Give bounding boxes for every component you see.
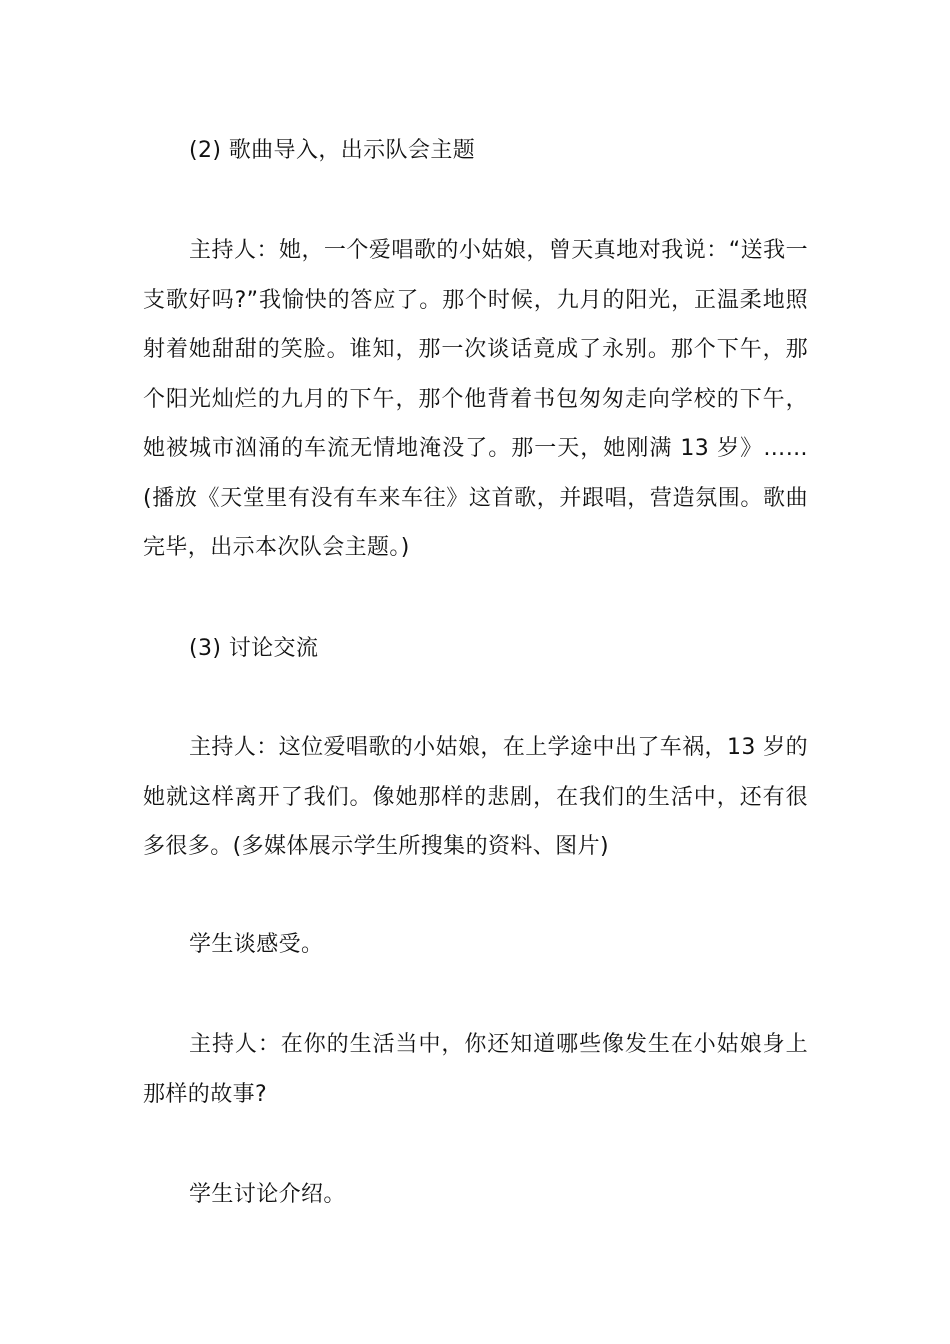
host-speech-paragraph: 主持人：在你的生活当中，你还知道哪些像发生在小姑娘身上那样的故事?	[143, 1032, 808, 1107]
host-speech-paragraph: 主持人：她，一个爱唱歌的小姑娘，曾天真地对我说：“送我一支歌好吗?”我愉快的答应了。那个时候，九月的阳光，正温柔地照射着她甜甜的笑脸。谁知，那一次谈话竟成了永别。那个下午，那个阳光灿烂的九月的下午，那个他背着书包匆匆走向学校的下午，她被城市汹涌的车流无情地淹没了。那一天，她刚满 13 岁》……(播放《天堂里有没有车来车往》这首歌，并跟唱，营造氛围。歌曲完毕，出示本次队会主题。)	[143, 238, 808, 560]
section-heading-song-intro: (2) 歌曲导入，出示队会主题	[189, 138, 476, 163]
section-heading-discussion: (3) 讨论交流	[189, 636, 319, 661]
student-activity-paragraph: 学生谈感受。	[189, 932, 324, 957]
student-activity-paragraph: 学生讨论介绍。	[189, 1182, 346, 1207]
host-speech-paragraph: 主持人：这位爱唱歌的小姑娘，在上学途中出了车祸，13 岁的她就这样离开了我们。像她那样的悲剧，在我们的生活中，还有很多很多。(多媒体展示学生所搜集的资料、图片)	[143, 735, 808, 859]
